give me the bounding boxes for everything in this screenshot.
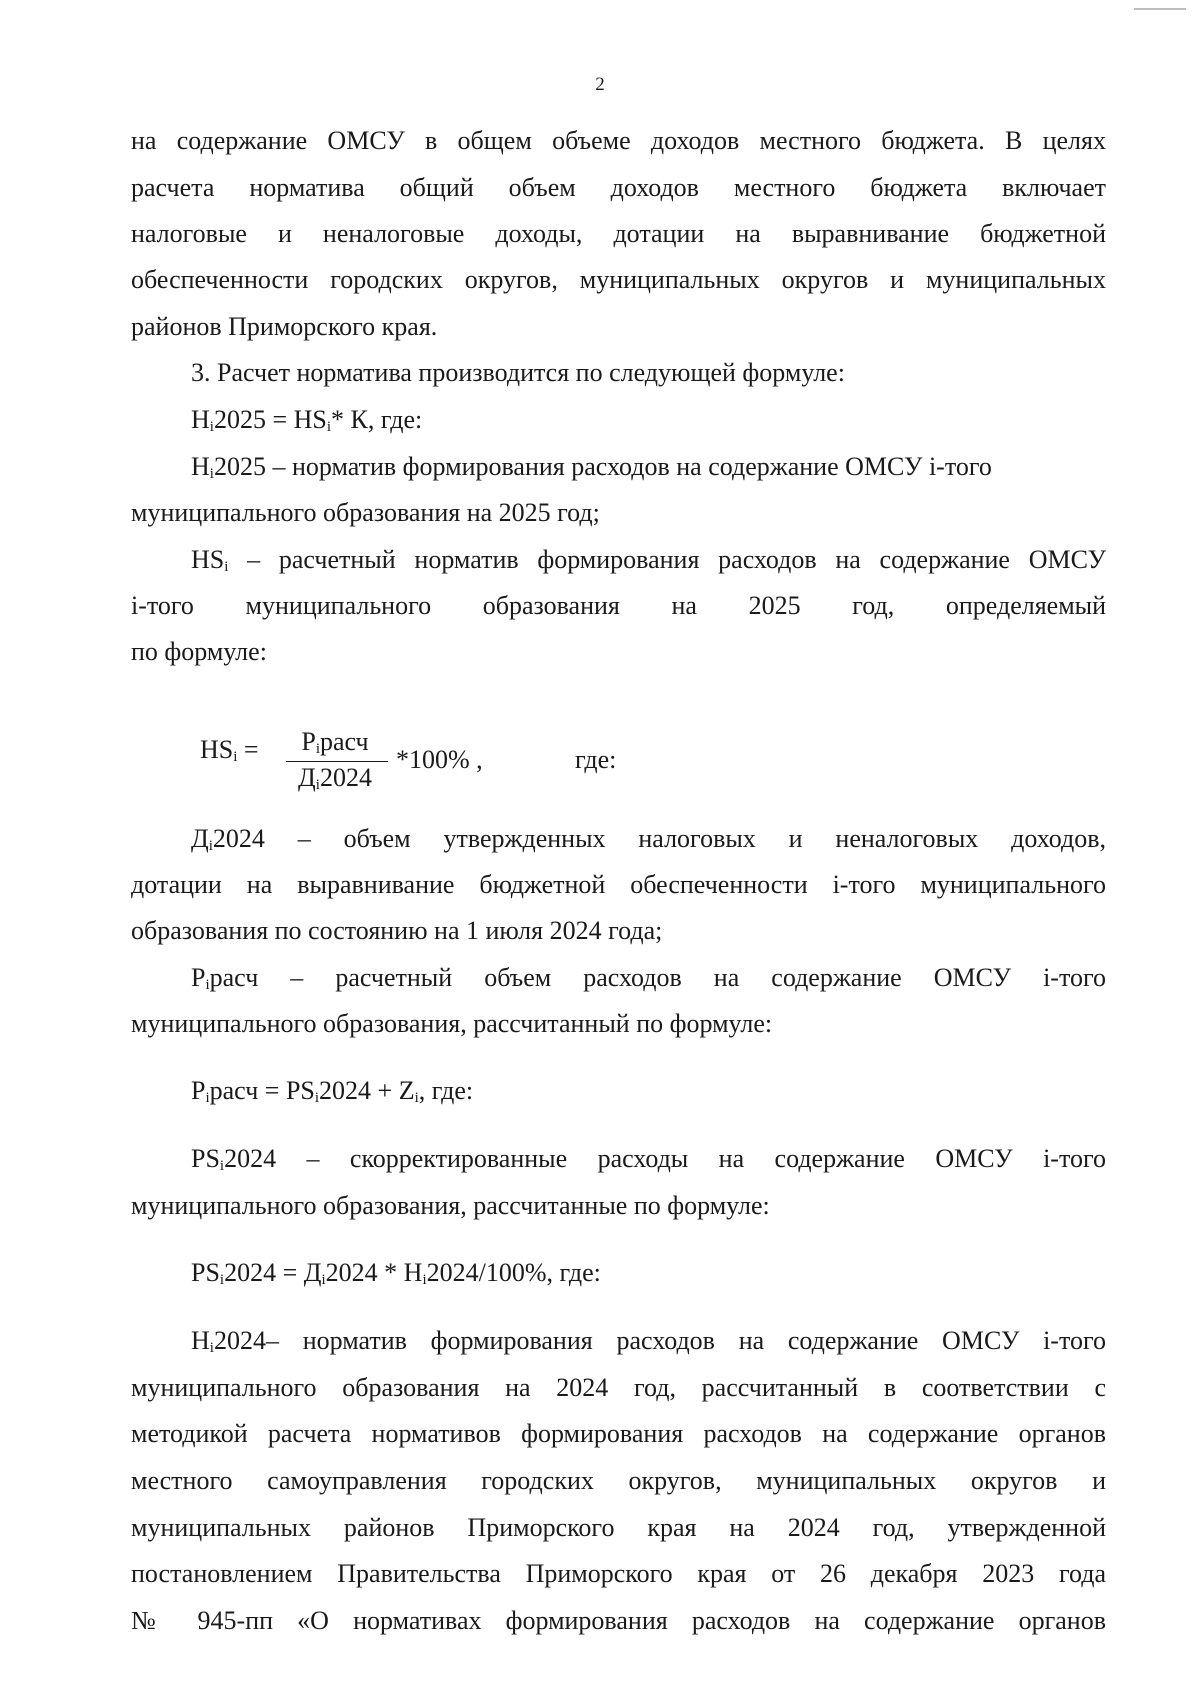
paragraph-line: районов Приморского края. xyxy=(131,312,438,341)
paragraph-line: муниципального образования, рассчитанный по формуле: xyxy=(131,1009,773,1038)
paragraph-line: № 945-пп «О нормативах формирования расходов на содержание органов xyxy=(131,1606,1106,1635)
paragraph-line: муниципального образования, рассчитанные по формуле: xyxy=(131,1191,770,1220)
fraction-bar xyxy=(286,761,388,762)
definition-line: $Д_i2024$ – объем утвержденных налоговых и неналоговых доходов, xyxy=(191,824,1106,854)
paragraph-line: расчета норматива общий объем доходов местного бюджета включает xyxy=(131,173,1106,202)
paragraph-line: местного самоуправления городских округов, муниципальных округов и xyxy=(131,1466,1106,1495)
fraction-numerator: $Р_iрасч$ xyxy=(301,727,369,757)
definition-line: $Н_i2025$ – норматив формирования расходов на содержание ОМСУ i-того xyxy=(191,452,992,482)
paragraph-line: налоговые и неналоговые доходы, дотации на выравнивание бюджетной xyxy=(131,219,1106,248)
formula-normative-2025: $Н_i2025 = НS_i*$ К, где: xyxy=(191,405,423,435)
paragraph-line: образования по состоянию на 1 июля 2024 года; xyxy=(131,916,663,945)
fraction-denominator: $Д_i2024$ xyxy=(298,763,372,793)
definition-line: $Р_iрасч$ – расчетный объем расходов на содержание ОМСУ i-того xyxy=(191,963,1106,993)
paragraph-line: дотации на выравнивание бюджетной обеспеченности i-того муниципального xyxy=(131,870,1106,899)
paragraph-line: по формуле: xyxy=(131,637,267,666)
formula-where: где: xyxy=(575,745,617,774)
scan-artifact-mark xyxy=(1134,8,1186,10)
formula-estimated-expenses: $Р_iрасч = РS_i2024 + Z_i$, где: xyxy=(191,1076,474,1106)
formula-adjusted-expenses: $РS_i2024 = Д_i2024 * Н_i2024/100\%$, где: xyxy=(191,1258,601,1288)
paragraph-line: методикой расчета нормативов формирования расходов на содержание органов xyxy=(131,1419,1106,1448)
formula-hs-fraction xyxy=(200,727,720,795)
paragraph-line: муниципального образования на 2025 год; xyxy=(131,498,600,527)
paragraph-line: 3. Расчет норматива производится по следующей формуле: xyxy=(191,358,845,387)
paragraph-line: муниципального образования на 2024 год, рассчитанный в соответствии с xyxy=(131,1373,1106,1402)
formula-lhs: $НS_i$ = xyxy=(200,735,259,765)
paragraph-line: постановлением Правительства Приморского края от 26 декабря 2023 года xyxy=(131,1559,1106,1588)
formula-multiplier: *100% , xyxy=(396,745,483,774)
paragraph-line: i-того муниципального образования на 2025 год, определяемый xyxy=(131,591,1107,620)
page-number: 2 xyxy=(595,74,605,95)
paragraph-line: муниципальных районов Приморского края на 2024 год, утвержденной xyxy=(131,1513,1106,1542)
paragraph-line: обеспеченности городских округов, муниципальных округов и муниципальных xyxy=(131,265,1106,294)
definition-line: $НS_i$ – расчетный норматив формирования расходов на содержание ОМСУ xyxy=(191,545,1106,575)
paragraph-line: на содержание ОМСУ в общем объеме доходов местного бюджета. В целях xyxy=(131,126,1106,155)
definition-line: $Н_i2024-$ норматив формирования расходов на содержание ОМСУ i-того xyxy=(191,1326,1106,1356)
definition-line: $РS_i2024$ – скорректированные расходы на содержание ОМСУ i-того xyxy=(191,1144,1106,1174)
